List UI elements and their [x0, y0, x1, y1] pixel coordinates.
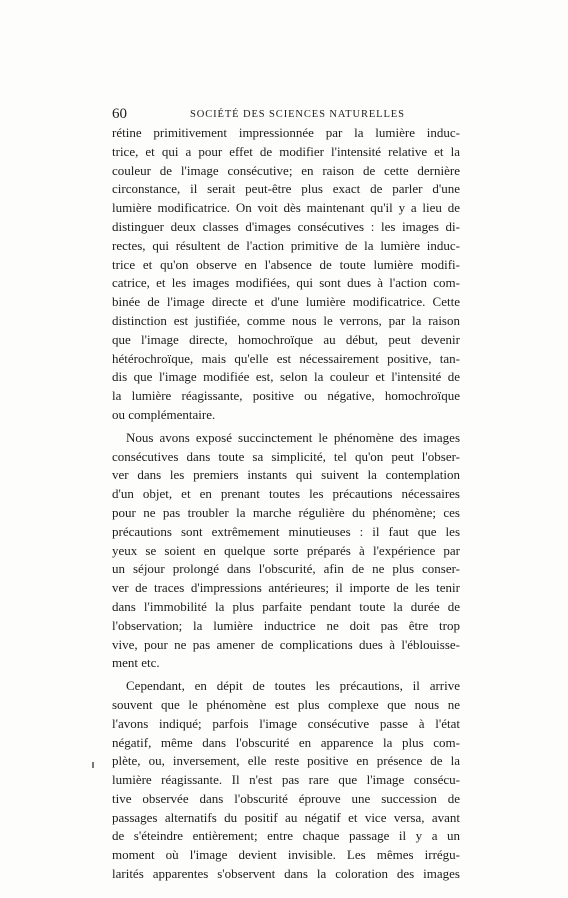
text-line: vive, pour ne pas amener de complications dues à l'éblouisse- [112, 636, 460, 652]
text-line: négatif, même dans l'obscurité en apparence la plus com- [112, 734, 460, 750]
text-line: ver de traces d'impressions antérieures; il importe de les tenir [112, 580, 460, 596]
page-header [112, 104, 460, 124]
ink-speck [92, 762, 94, 768]
text-line: dis que l'image modifiée est, selon la couleur et l'intensité de [112, 369, 460, 385]
text-line: d'un objet, et en prenant toutes les précautions nécessaires [112, 486, 460, 502]
text-line: plète, ou, inversement, elle reste positive en présence de la [112, 753, 460, 769]
text-line: distinguer deux classes d'images consécutives : les images di- [112, 218, 460, 234]
text-line: moment où l'image devient invisible. Les mêmes irrégu- [112, 847, 460, 863]
body-text [112, 124, 460, 884]
text-line: hétérochroïque, mais qu'elle est nécessairement positive, tan- [112, 350, 460, 366]
text-line: rétine primitivement impressionnée par la lumière induc- [112, 125, 460, 140]
text-line: souvent que le phénomène est plus complexe que nous ne [112, 696, 460, 712]
text-line: trice, et qui a pour effet de modifier l'intensité relative et la [112, 143, 460, 159]
text-line: distinction est justifiée, comme nous le verrons, par la raison [112, 312, 460, 328]
text-line: passages alternatifs du positif au négatif et vice versa, avant [112, 809, 460, 825]
text-line: larités apparentes s'observent dans la coloration des images [112, 866, 460, 882]
text-line: l'observation; la lumière inductrice ne doit pas être trop [112, 617, 460, 633]
text-line: binée de l'image directe et d'une lumière modificatrice. Cette [112, 294, 460, 310]
text-line: dans l'immobilité la plus parfaite pendant toute la durée de [112, 598, 460, 614]
text-line: circonstance, il serait peut-être plus exact de parler d'une [112, 181, 460, 197]
text-line: que l'image directe, homochroïque au début, peut devenir [112, 331, 460, 347]
text-line: Nous avons exposé succinctement le phénomène des images [126, 429, 460, 445]
text-line: tive observée dans l'obscurité éprouve une succession de [112, 790, 460, 806]
text-line: de s'éteindre entièrement; entre chaque passage il y a un [112, 828, 460, 844]
text-line: lumière réagissante. Il n'est pas rare que l'image consécu- [112, 772, 460, 788]
text-line: ou complémentaire. [112, 406, 216, 422]
text-line: l'avons indiqué; parfois l'image consécutive passe à l'état [112, 715, 460, 731]
text-line: consécutives dans toute sa simplicité, tel qu'on peut l'obser- [112, 448, 460, 464]
text-line: un séjour prolongé dans l'obscurité, afin de ne plus conser- [112, 561, 460, 577]
text-line: la lumière réagissante, positive ou négative, homochroïque [112, 388, 460, 404]
text-line: pour ne pas troubler la marche régulière du phénomène; ces [112, 504, 460, 520]
paragraph-1 [112, 124, 460, 425]
text-line: ver dans les premiers instants qui suivent la contemplation [112, 467, 460, 483]
running-head: SOCIÉTÉ DES SCIENCES NATURELLES [190, 109, 405, 120]
text-line: yeux se soient en quelque sorte préparés à l'expérience par [112, 542, 460, 558]
text-line: ment etc. [112, 655, 160, 671]
text-line: lumière modificatrice. On voit dès maintenant qu'il y a lieu de [112, 200, 460, 216]
text-line: couleur de l'image consécutive; en raison de cette dernière [112, 162, 460, 178]
paragraph-3 [112, 677, 460, 884]
page-number: 60 [112, 106, 127, 122]
text-line: Cependant, en dépit de toutes les précautions, il arrive [126, 678, 460, 694]
paragraph-2 [112, 429, 460, 673]
text-line: catrice, et les images modifiées, qui sont dues à l'action com- [112, 275, 460, 291]
text-line: rectes, qui résultent de l'action primitive de la lumière induc- [112, 237, 460, 253]
text-line: précautions sont extrêmement minutieuses : il faut que les [112, 523, 460, 539]
text-line: trice et qu'on observe en l'absence de toute lumière modifi- [112, 256, 460, 272]
